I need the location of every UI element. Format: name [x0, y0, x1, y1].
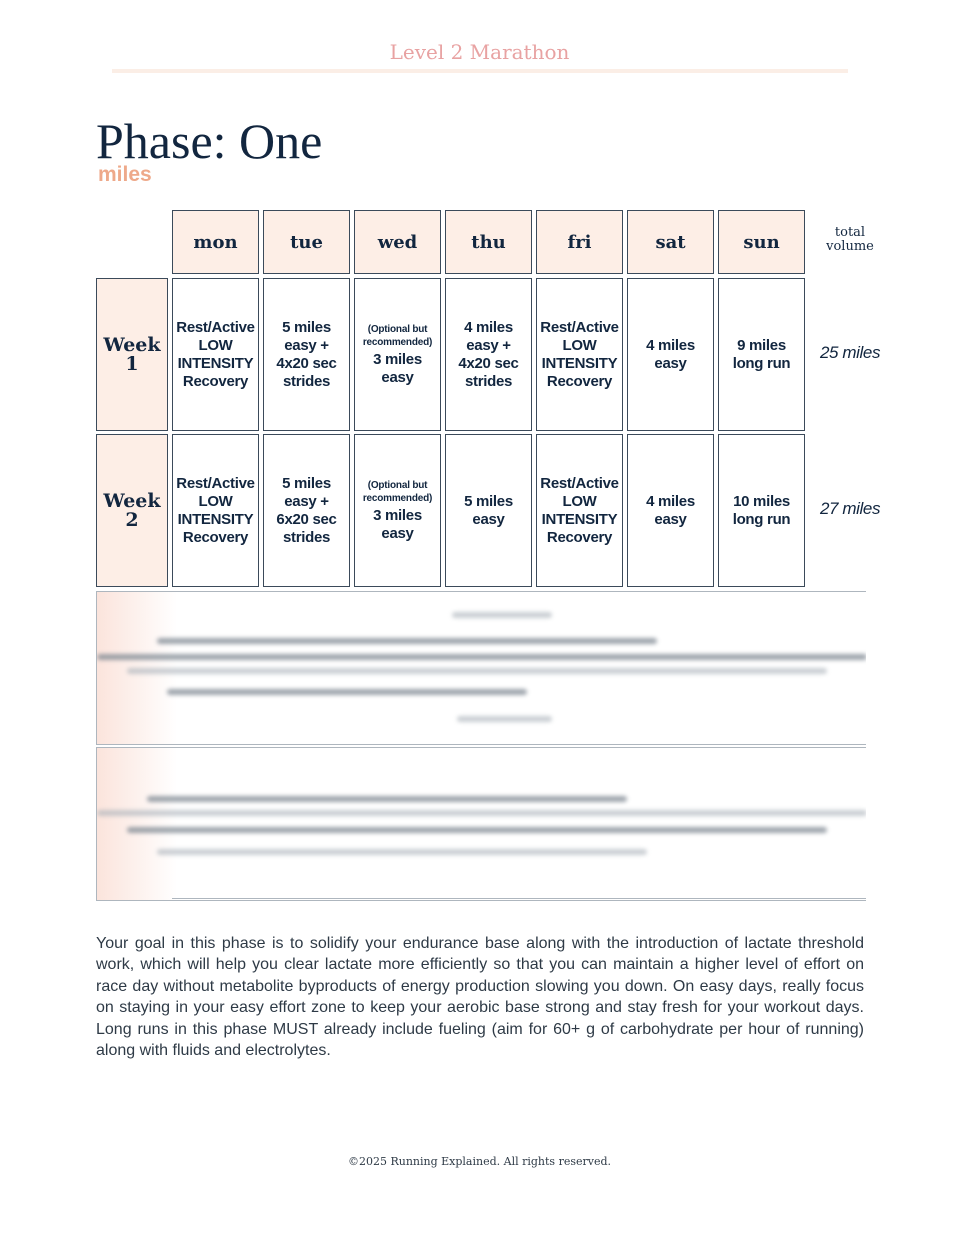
- workout-cell-week1-thu: [445, 278, 532, 431]
- workout-cell-week1-mon: [172, 278, 259, 431]
- workout-line: INTENSITY: [541, 510, 618, 528]
- day-header-mon: mon: [172, 210, 259, 274]
- workout-line: 3 miles: [373, 506, 422, 524]
- workout-line: 3 miles: [373, 350, 422, 368]
- workout-line: 5 miles: [282, 318, 331, 336]
- workout-line: Rest/Active: [540, 474, 619, 492]
- week-label-1: [96, 278, 168, 431]
- workout-line: Recovery: [182, 372, 249, 390]
- workout-line: Recovery: [546, 528, 613, 546]
- workout-line: Rest/Active: [176, 474, 255, 492]
- workout-line: LOW: [198, 336, 233, 354]
- workout-line: strides: [464, 372, 513, 390]
- page-subtitle: miles: [98, 163, 152, 186]
- workout-cell-week1-sat: [627, 278, 714, 431]
- workout-line: LOW: [562, 336, 597, 354]
- workout-line: easy: [472, 510, 505, 528]
- total-volume-week-1: 25 miles: [819, 343, 881, 362]
- copyright-footer: ©2025 Running Explained. All rights reserved.: [347, 1155, 612, 1168]
- workout-line: 5 miles: [464, 492, 513, 510]
- workout-cell-week2-wed: [354, 434, 441, 587]
- workout-line: strides: [282, 528, 331, 546]
- workout-line: Rest/Active: [540, 318, 619, 336]
- week-label-number: 1: [125, 352, 139, 375]
- blurred-week-label: [97, 748, 177, 900]
- workout-cell-week2-sun: [718, 434, 805, 587]
- workout-line: easy: [654, 510, 687, 528]
- workout-line: LOW: [198, 492, 233, 510]
- week-label-2: [96, 434, 168, 587]
- workout-line: easy: [381, 368, 414, 386]
- day-header-thu: thu: [445, 210, 532, 274]
- workout-line: 6x20 sec: [276, 510, 337, 528]
- blurred-week-row: [96, 591, 866, 745]
- day-header-wed: wed: [354, 210, 441, 274]
- page-title: Phase: One: [96, 113, 323, 169]
- workout-cell-week1-sun: [718, 278, 805, 431]
- document-header: Level 2 Marathon: [389, 40, 570, 64]
- workout-cell-week1-fri: [536, 278, 623, 431]
- workout-line: long run: [732, 354, 791, 372]
- week-label-word: Week: [103, 489, 161, 512]
- workout-line: long run: [732, 510, 791, 528]
- workout-line: 4 miles: [646, 336, 695, 354]
- total-volume-header: [810, 226, 890, 254]
- header-divider: [112, 69, 848, 73]
- workout-cell-week1-tue: [263, 278, 350, 431]
- workout-cell-week2-sat: [627, 434, 714, 587]
- workout-line: INTENSITY: [541, 354, 618, 372]
- workout-cell-week2-tue: [263, 434, 350, 587]
- day-header-sat: sat: [627, 210, 714, 274]
- workout-line: Recovery: [182, 528, 249, 546]
- workout-cell-week2-mon: [172, 434, 259, 587]
- total-volume-header-line1: total: [834, 225, 866, 240]
- workout-note: (Optional but recommended): [362, 479, 433, 504]
- day-header-sun: sun: [718, 210, 805, 274]
- total-volume-week-2: 27 miles: [819, 499, 881, 518]
- workout-line: LOW: [562, 492, 597, 510]
- workout-line: 4 miles: [464, 318, 513, 336]
- total-volume-header-line2: volume: [826, 239, 874, 254]
- workout-line: INTENSITY: [177, 510, 254, 528]
- workout-note: (Optional but recommended): [362, 323, 433, 348]
- workout-line: strides: [282, 372, 331, 390]
- workout-line: 4x20 sec: [458, 354, 519, 372]
- workout-line: 10 miles: [733, 492, 790, 510]
- workout-line: Rest/Active: [176, 318, 255, 336]
- day-header-fri: fri: [536, 210, 623, 274]
- workout-line: 9 miles: [737, 336, 786, 354]
- blurred-week-row: [96, 747, 866, 901]
- workout-cell-week2-fri: [536, 434, 623, 587]
- workout-line: 4x20 sec: [276, 354, 337, 372]
- day-header-tue: tue: [263, 210, 350, 274]
- week-label-number: 2: [125, 508, 139, 531]
- workout-line: Recovery: [546, 372, 613, 390]
- workout-line: easy: [381, 524, 414, 542]
- phase-description: Your goal in this phase is to solidify your endurance base along with the introduction of lactate threshold work, which will help you clear lactate more efficiently so that you can maintain a higher level of effort on race day without metabolite byproducts of energy production slowing you down. On easy days, really focus on staying in your easy effort zone to keep your aerobic base strong and stay fresh for your workout days. Long runs in this phase MUST already include fueling (aim for 60+ g of carbohydrate per hour of running) along with fluids and electrolytes.: [96, 935, 864, 1060]
- workout-line: easy: [654, 354, 687, 372]
- week-label-word: Week: [103, 333, 161, 356]
- workout-cell-week2-thu: [445, 434, 532, 587]
- workout-line: 5 miles: [282, 474, 331, 492]
- workout-cell-week1-wed: [354, 278, 441, 431]
- workout-line: easy +: [284, 492, 329, 510]
- workout-line: INTENSITY: [177, 354, 254, 372]
- workout-line: easy +: [466, 336, 511, 354]
- workout-line: easy +: [284, 336, 329, 354]
- workout-line: 4 miles: [646, 492, 695, 510]
